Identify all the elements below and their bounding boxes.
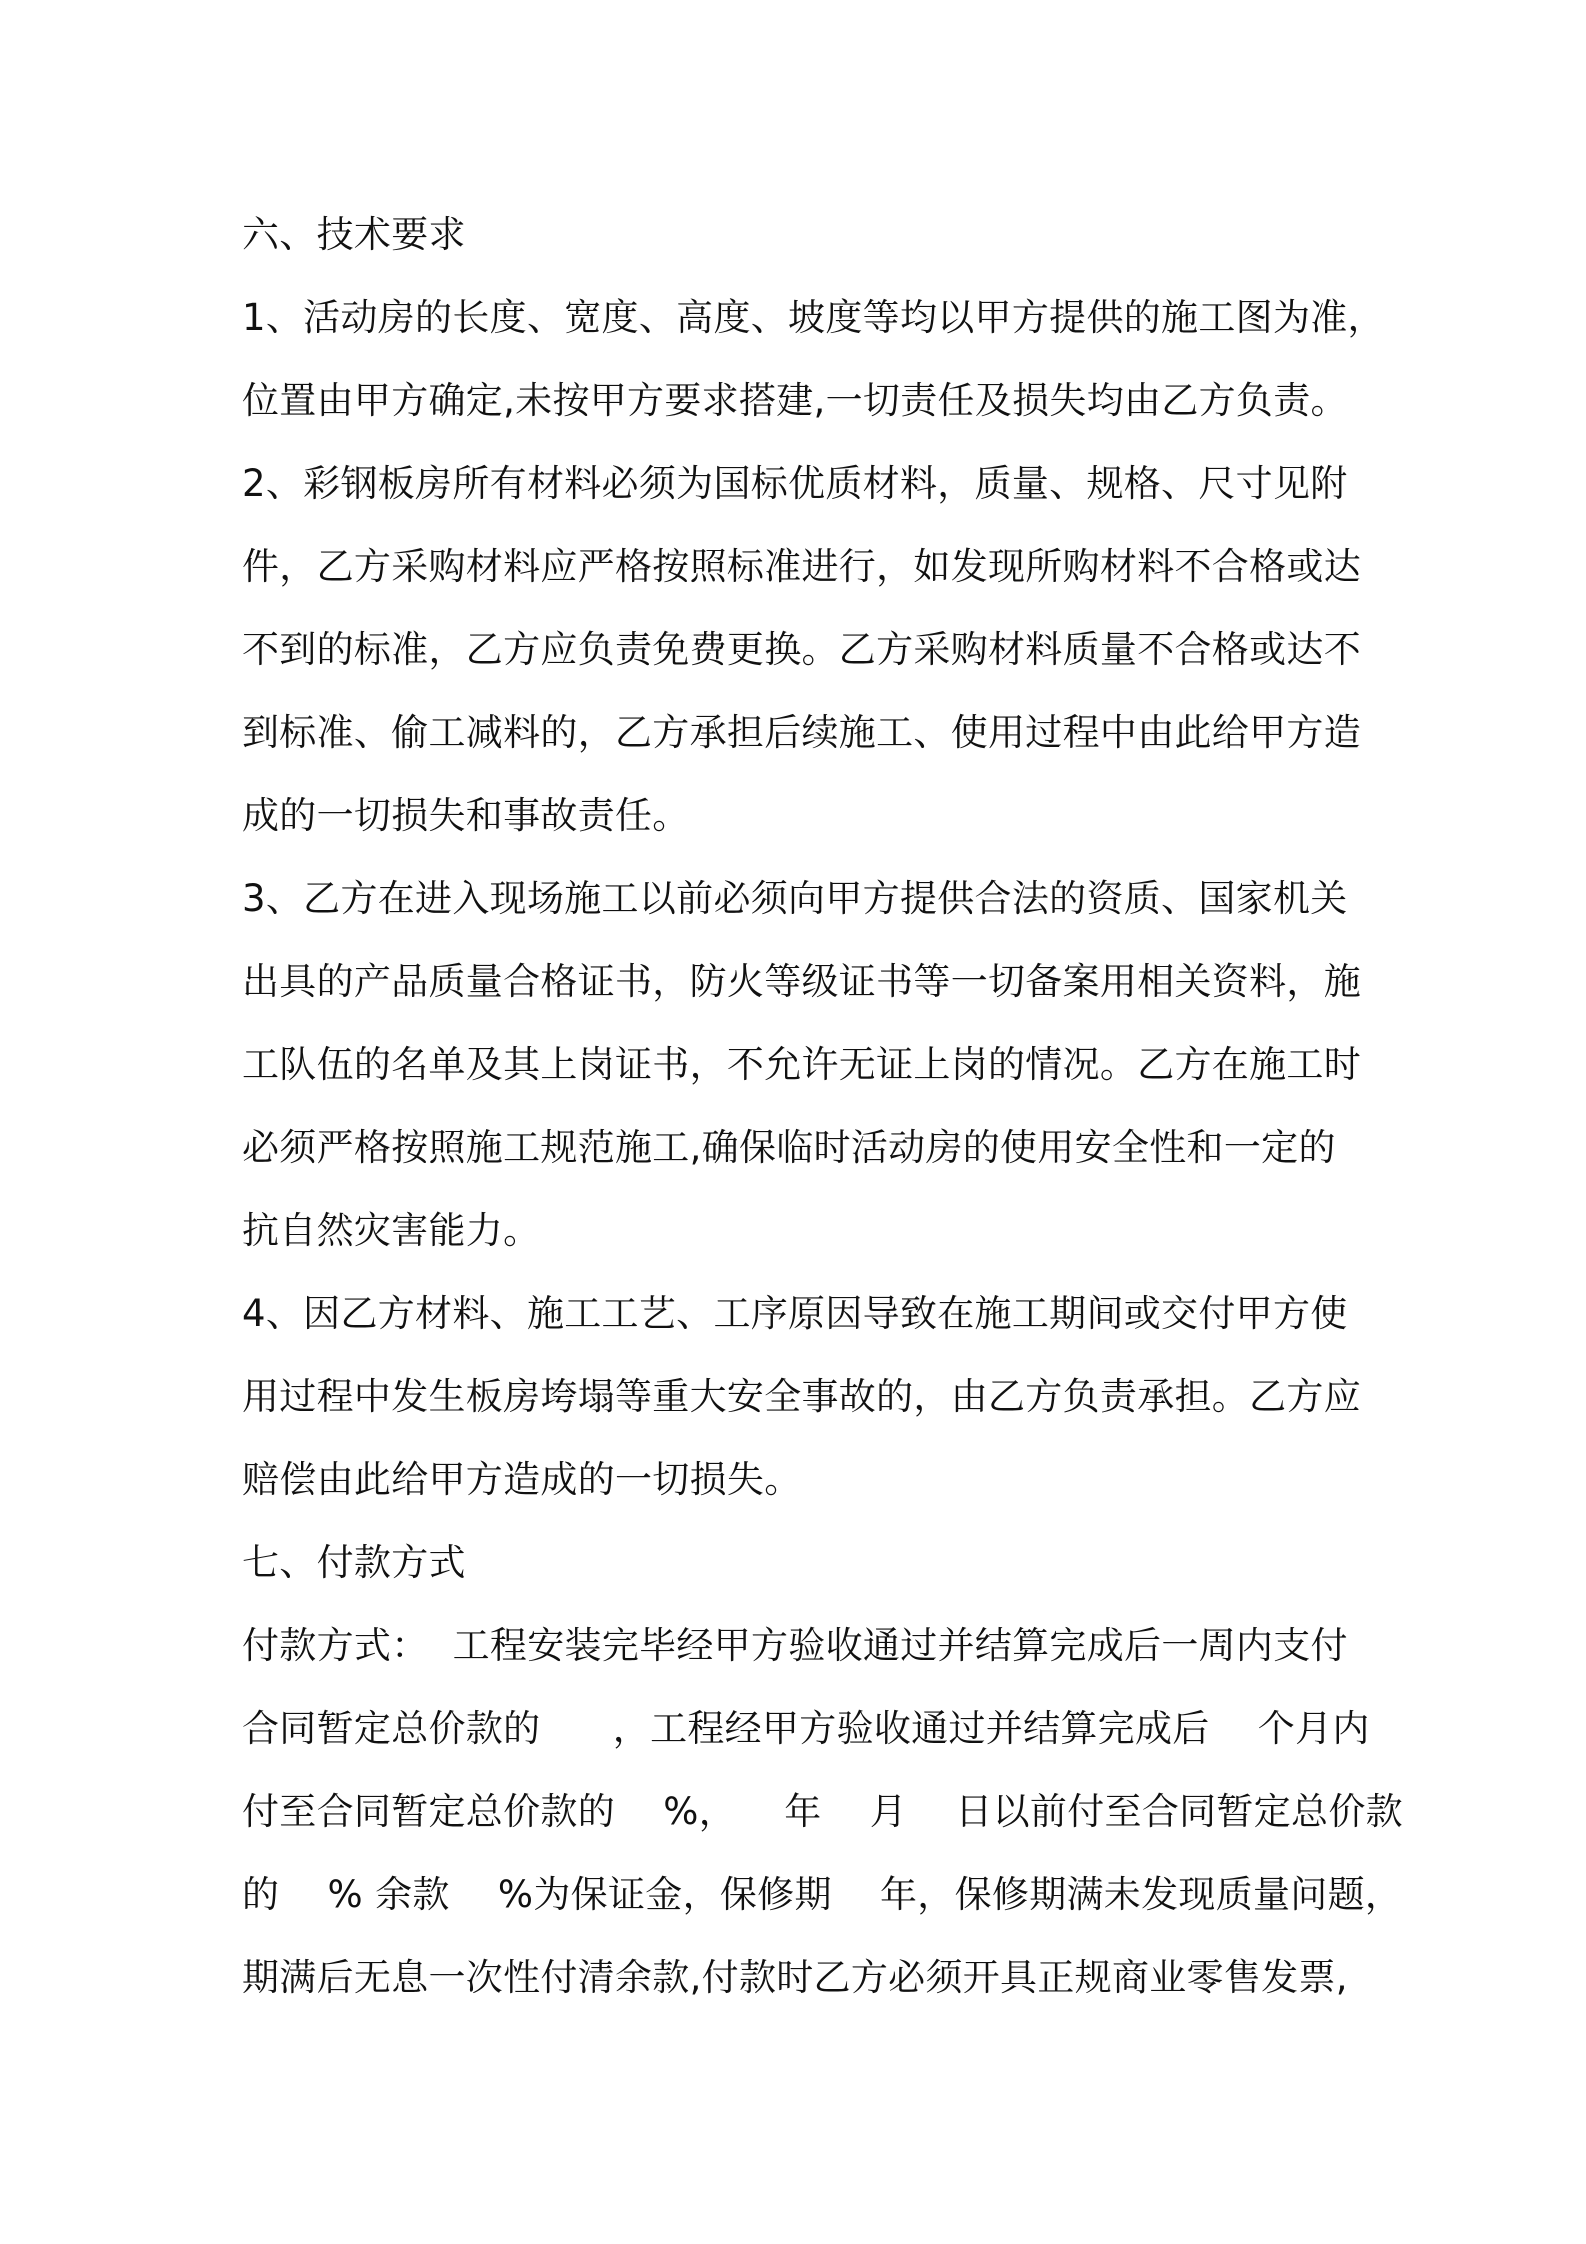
paragraph-line: 成的一切损失和事故责任。 [242,794,690,837]
paragraph-line: 抗自然灾害能力。 [242,1209,541,1252]
paragraph-line: 必须严格按照施工规范施工,确保临时活动房的使用安全性和一定的 [242,1126,1336,1169]
section-heading-payment-method: 七、付款方式 [242,1541,466,1584]
paragraph-line: 1、活动房的长度、宽度、高度、坡度等均以甲方提供的施工图为准， [242,296,1385,339]
paragraph-line: 的 % 余款 %为保证金，保修期 年，保修期满未发现质量问题， [242,1873,1403,1916]
paragraph-line: 工队伍的名单及其上岗证书，不允许无证上岗的情况。乙方在施工时 [242,1043,1361,1086]
paragraph-line: 出具的产品质量合格证书，防火等级证书等一切备案用相关资料，施 [242,960,1361,1003]
paragraph-line: 4、因乙方材料、施工工艺、工序原因导致在施工期间或交付甲方使 [242,1292,1348,1335]
paragraph-line: 到标准、偷工减料的，乙方承担后续施工、使用过程中由此给甲方造 [242,711,1361,754]
paragraph-line: 3、乙方在进入现场施工以前必须向甲方提供合法的资质、国家机关 [242,877,1348,920]
paragraph-line: 用过程中发生板房垮塌等重大安全事故的，由乙方负责承担。乙方应 [242,1375,1361,1418]
paragraph-line: 付至合同暂定总价款的 %， 年 月 日以前付至合同暂定总价款 [242,1790,1403,1833]
paragraph-line: 合同暂定总价款的 ，工程经甲方验收通过并结算完成后 个月内 [242,1707,1370,1750]
paragraph-line: 位置由甲方确定,未按甲方要求搭建,一切责任及损失均由乙方负责。 [242,379,1348,422]
paragraph-line: 件，乙方采购材料应严格按照标准进行，如发现所购材料不合格或达 [242,545,1361,588]
paragraph-line: 不到的标准，乙方应负责免费更换。乙方采购材料质量不合格或达不 [242,628,1361,671]
paragraph-line: 2、彩钢板房所有材料必须为国标优质材料，质量、规格、尺寸见附 [242,462,1348,505]
contract-text [242,193,1403,2019]
paragraph-line: 赔偿由此给甲方造成的一切损失。 [242,1458,802,1501]
section-heading-technical-requirements: 六、技术要求 [242,213,466,256]
paragraph-line: 付款方式： 工程安装完毕经甲方验收通过并结算完成后一周内支付 [242,1624,1348,1667]
paragraph-line: 期满后无息一次性付清余款,付款时乙方必须开具正规商业零售发票, [242,1956,1348,1999]
